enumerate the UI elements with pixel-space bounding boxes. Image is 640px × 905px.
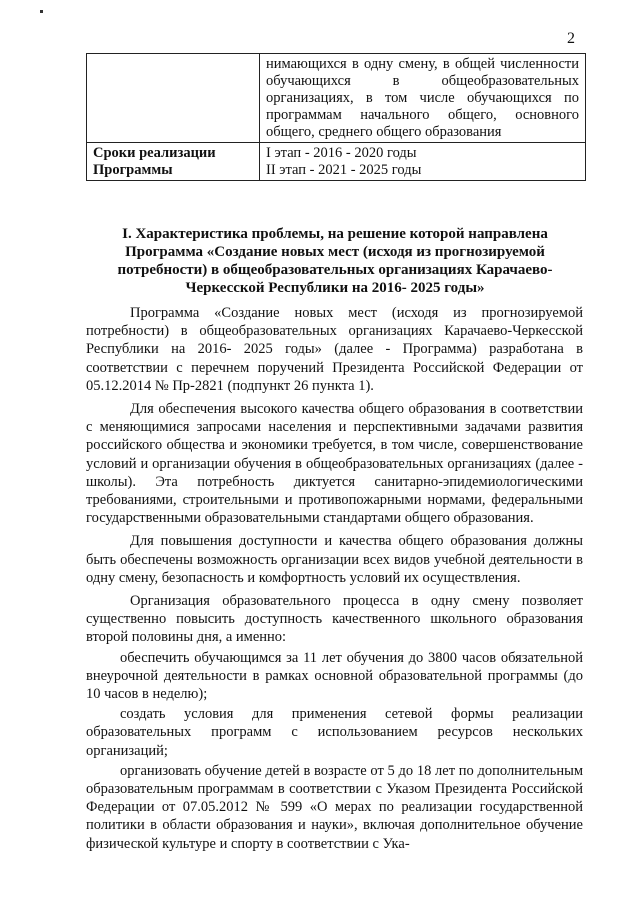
paragraph: Организация образовательного процесса в одну смену позволяет существенно повысить доступность качественного школьного образования второй половины дня, а именно:: [86, 593, 583, 646]
body-text: [86, 304, 583, 855]
paragraph: Программа «Создание новых мест (исходя из прогнозируемой потребности) в общеобразовательных организациях Карачаево-Черкесской Республики на 2016- 2025 годы» (далее - Программа) разработана в соответствии с перечнем поручений Президента Российской Федерации от 05.12.2014 № Пр-2821 (подпункт 26 пункта 1).: [86, 305, 583, 394]
scan-mark: [40, 10, 43, 13]
table-value-cell: [260, 143, 586, 181]
table-row: [87, 143, 586, 181]
program-passport-table: [86, 53, 586, 181]
page-number: 2: [567, 30, 575, 47]
table-value-cell: нимающихся в одну смену, в общей численности обучающихся в общеобразовательных организациях, в том числе обучающихся по программам начального общего, основного общего, среднего общего образования: [260, 54, 586, 143]
table-label-cell: Сроки реализации Программы: [87, 143, 260, 181]
paragraph: Для повышения доступности и качества общего образования должны быть обеспечены возможность организации всех видов учебной деятельности в одну смену, безопасность и комфортность условий их осуществления.: [86, 533, 583, 586]
stage-1: I этап - 2016 - 2020 годы: [266, 145, 417, 161]
table-label-cell: [87, 54, 260, 143]
list-item: обеспечить обучающимся за 11 лет обучения до 3800 часов обязательной внеурочной деятельности в рамках основной образовательной программы (до 10 часов в неделю);: [86, 649, 583, 703]
stage-2: II этап - 2021 - 2025 годы: [266, 162, 422, 178]
section-heading: I. Характеристика проблемы, на решение которой направлена Программа «Создание новых мест (исходя из прогнозируемой потребности) в общеобразовательных организациях Карачаево-Черкесской Республики на 2016- 2025 годы»: [117, 226, 553, 296]
table-row: [87, 54, 586, 143]
paragraph: Для обеспечения высокого качества общего образования в соответствии с меняющимися запросами населения и перспективными задачами развития российского общества и экономики требуется, в том числе, совершенствование условий и организации обучения в общеобразовательных организациях (далее - школы). Эта потребность диктуется санитарно-эпидемиологическими требованиями, строительными и противопожарными нормами, федеральными государственными образовательными стандартами общего образования.: [86, 401, 583, 527]
list-item: создать условия для применения сетевой формы реализации образовательных программ с использованием ресурсов нескольких организаций;: [86, 706, 583, 759]
list-item: организовать обучение детей в возрасте от 5 до 18 лет по дополнительным образовательным программам в соответствии с Указом Президента Российской Федерации от 07.05.2012 № 599 «О мерах по реализации государственной политики в области образования и науки», включая дополнительное обучение физической культуре и спорту в соответствии с Ука-: [86, 762, 583, 852]
